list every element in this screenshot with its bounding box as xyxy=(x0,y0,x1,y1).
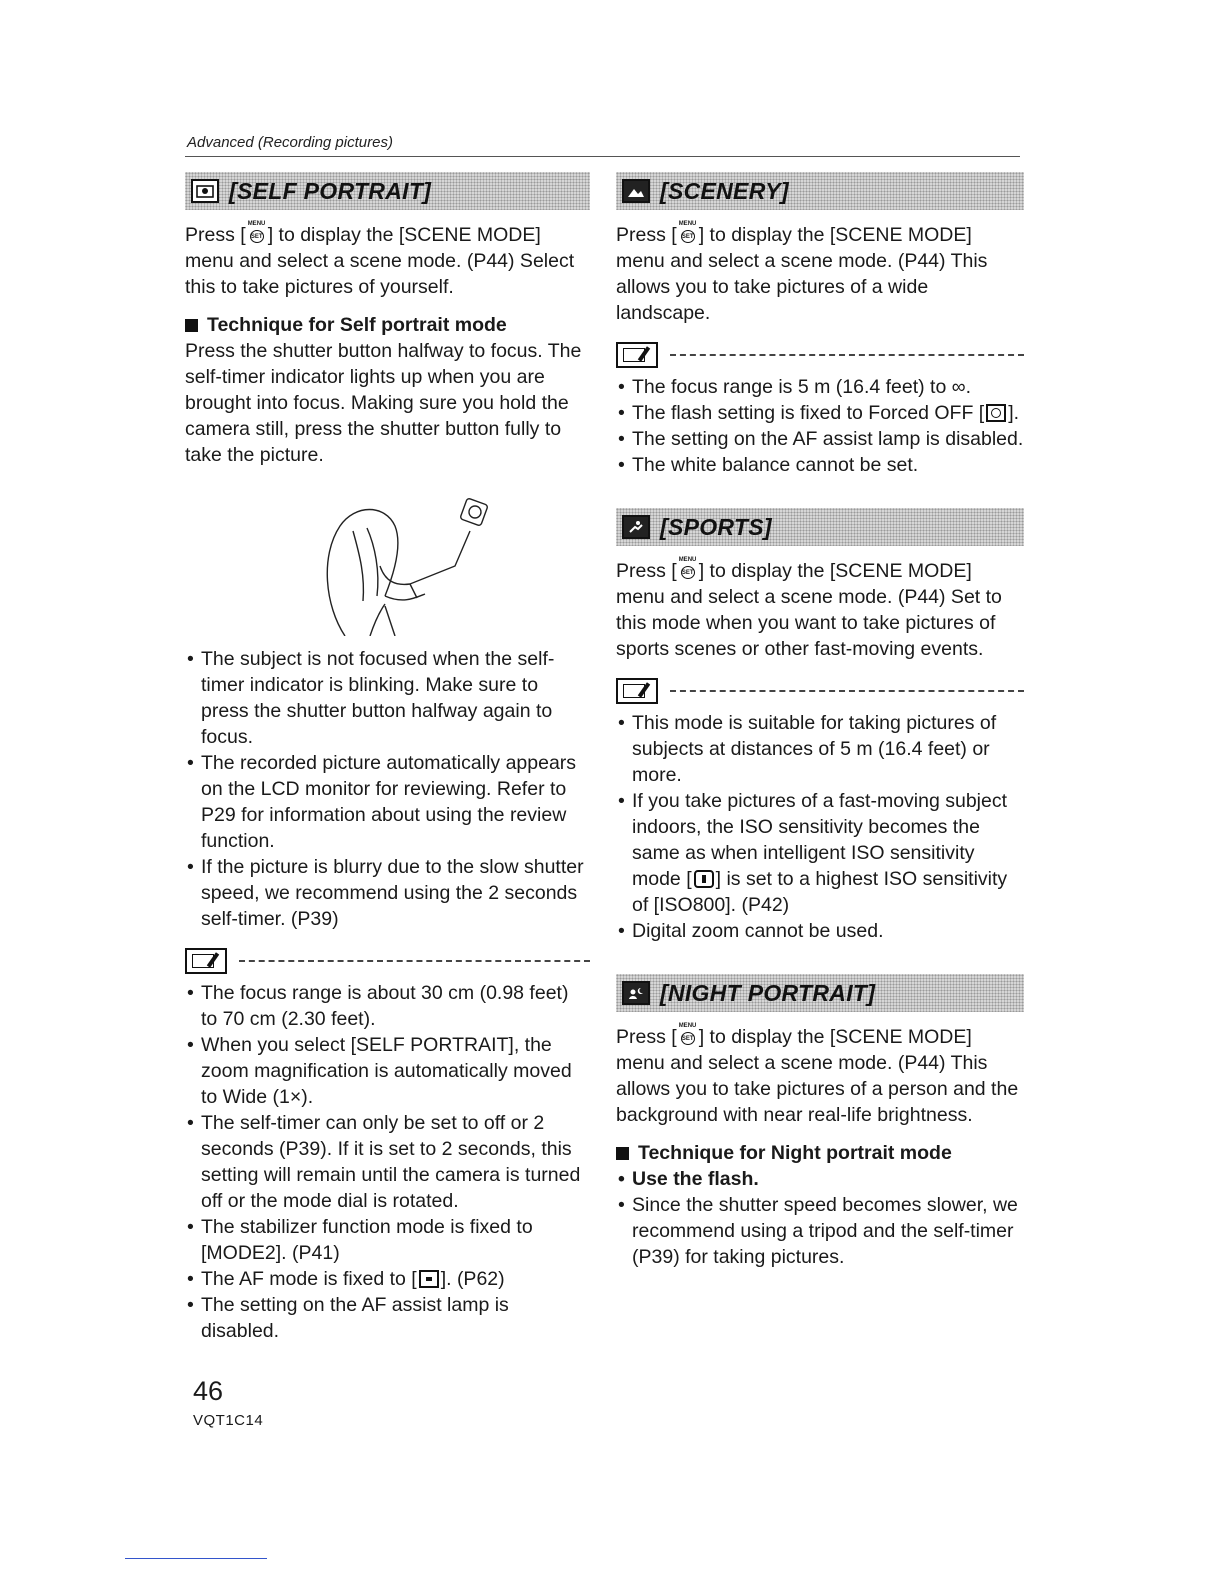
sports-notes xyxy=(616,710,1024,944)
self-portrait-intro: Press [ MENU SET ] to display the [SCENE MODE] menu and select a scene mode. (P44) Select this to take pictures of yourself. xyxy=(185,221,575,298)
intelligent-iso-icon xyxy=(694,870,714,888)
self-portrait-notes xyxy=(185,980,590,1344)
list-item: • The self-timer can only be set to off or 2 seconds (P39). If it is set to 2 seconds, this setting will remain until the camera is turned off or the mode dial is rotated. xyxy=(185,1110,590,1214)
dashed-divider xyxy=(239,960,590,962)
dashed-divider xyxy=(670,354,1024,356)
sports-note-divider xyxy=(616,676,1024,706)
menu-set-icon: MENU SET xyxy=(678,227,698,243)
af-mode-icon xyxy=(419,1270,439,1288)
document-code: VQT1C14 xyxy=(193,1412,264,1429)
list-item: • When you select [SELF PORTRAIT], the zoom magnification is automatically moved to Wide (1×). xyxy=(185,1032,590,1110)
menu-set-icon: MENU SET xyxy=(678,1029,698,1045)
self-portrait-bullets xyxy=(185,646,590,932)
note-icon xyxy=(616,342,658,368)
scenery-notes xyxy=(616,374,1024,478)
scenery-icon xyxy=(622,179,650,203)
flash-off-icon xyxy=(986,404,1006,422)
self-portrait-illustration xyxy=(285,486,505,636)
list-item: • Digital zoom cannot be used. xyxy=(616,918,1024,944)
scenery-intro: Press [ MENU SET ] to display the [SCENE MODE] menu and select a scene mode. (P44) This allows you to take pictures of a wide landscape. xyxy=(616,221,988,324)
list-item: • If the picture is blurry due to the slow shutter speed, we recommend using the 2 seconds self-timer. (P39) xyxy=(185,854,590,932)
night-portrait-icon xyxy=(622,981,650,1005)
menu-set-icon: MENU SET xyxy=(247,227,267,243)
self-portrait-technique-text: Press the shutter button halfway to focus. The self-timer indicator lights up when you are brought into focus. Making sure you hold the camera still, press the shutter button fully to take the picture. xyxy=(185,340,582,466)
list-item: • If you take pictures of a fast-moving subject indoors, the ISO sensitivity becomes the same as when intelligent ISO sensitivity mode [ ] is set to a highest ISO sensitivity of [ISO800]. (P42) xyxy=(616,788,1024,918)
list-item: • The focus range is about 30 cm (0.98 feet) to 70 cm (2.30 feet). xyxy=(185,980,590,1032)
sports-title: [SPORTS] xyxy=(660,513,772,540)
night-portrait-intro: Press [ MENU SET ] to display the [SCENE MODE] menu and select a scene mode. (P44) This allows you to take pictures of a person and the background with near real-life brightness. xyxy=(616,1023,1019,1126)
list-item: • The setting on the AF assist lamp is disabled. xyxy=(616,426,1024,452)
list-item: • The AF mode is fixed to [ ]. (P62) xyxy=(185,1266,590,1292)
bottom-rule xyxy=(125,1558,267,1559)
list-item: • The focus range is 5 m (16.4 feet) to ∞. xyxy=(616,374,1024,400)
scenery-header xyxy=(616,172,1024,210)
page-number: 46 xyxy=(193,1376,224,1406)
sports-header xyxy=(616,508,1024,546)
left-column xyxy=(185,172,590,1344)
sports-icon xyxy=(622,515,650,539)
list-item: • The white balance cannot be set. xyxy=(616,452,1024,478)
header-rule xyxy=(185,156,1020,157)
self-portrait-header xyxy=(185,172,590,210)
scenery-title: [SCENERY] xyxy=(660,177,789,204)
list-item: • This mode is suitable for taking pictures of subjects at distances of 5 m (16.4 feet) or more. xyxy=(616,710,1024,788)
list-item: • The stabilizer function mode is fixed to [MODE2]. (P41) xyxy=(185,1214,590,1266)
list-item: • The flash setting is fixed to Forced OFF [ ]. xyxy=(616,400,1024,426)
list-item: • Since the shutter speed becomes slower, we recommend using a tripod and the self-timer (P39) for taking pictures. xyxy=(616,1192,1024,1270)
list-item: • The recorded picture automatically appears on the LCD monitor for reviewing. Refer to P29 for information about using the review function. xyxy=(185,750,590,854)
self-portrait-icon xyxy=(191,179,219,203)
breadcrumb: Advanced (Recording pictures) xyxy=(187,134,393,151)
sports-intro: Press [ MENU SET ] to display the [SCENE MODE] menu and select a scene mode. (P44) Set to this mode when you want to take pictures of sports scenes or other fast-moving events. xyxy=(616,557,1002,660)
square-bullet-icon xyxy=(616,1147,629,1160)
note-icon xyxy=(616,678,658,704)
list-item: • The subject is not focused when the self-timer indicator is blinking. Make sure to press the shutter button halfway again to focus. xyxy=(185,646,590,750)
list-item: • Use the flash. xyxy=(616,1166,1024,1192)
night-portrait-technique-heading: Technique for Night portrait mode xyxy=(616,1140,1024,1166)
right-column xyxy=(616,172,1024,1270)
note-icon xyxy=(185,948,227,974)
self-portrait-note-divider xyxy=(185,946,590,976)
menu-set-icon: MENU SET xyxy=(678,563,698,579)
square-bullet-icon xyxy=(185,319,198,332)
night-portrait-notes xyxy=(616,1166,1024,1270)
list-item: • The setting on the AF assist lamp is disabled. xyxy=(185,1292,590,1344)
night-portrait-header xyxy=(616,974,1024,1012)
self-portrait-title: [SELF PORTRAIT] xyxy=(229,177,432,204)
night-portrait-title: [NIGHT PORTRAIT] xyxy=(660,979,876,1006)
self-portrait-technique-heading: Technique for Self portrait mode xyxy=(185,312,590,338)
dashed-divider xyxy=(670,690,1024,692)
scenery-note-divider xyxy=(616,340,1024,370)
